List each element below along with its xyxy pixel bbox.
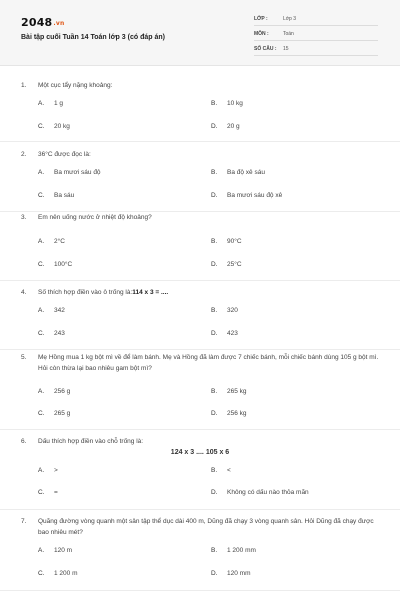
option-letter: C. — [38, 489, 45, 496]
option-letter: A. — [38, 307, 45, 314]
question-divider — [0, 429, 400, 430]
option-d[interactable] — [211, 570, 250, 577]
option-text: 100°C — [54, 261, 73, 268]
option-letter: D. — [211, 570, 218, 577]
option-letter: C. — [38, 261, 45, 268]
meta-label: SỐ CÂU : — [254, 46, 277, 52]
option-text: > — [54, 467, 58, 474]
option-text: 90°C — [227, 238, 242, 245]
meta-value: Lớp 3 — [283, 16, 297, 22]
option-letter: B. — [211, 388, 218, 395]
question-number: 1. — [21, 82, 27, 89]
option-d[interactable] — [211, 123, 240, 130]
option-letter: A. — [38, 467, 45, 474]
option-letter: C. — [38, 570, 45, 577]
option-letter: B. — [211, 307, 218, 314]
option-letter: D. — [211, 192, 218, 199]
option-b[interactable] — [211, 388, 247, 395]
option-letter: C. — [38, 192, 45, 199]
question-text: Mẹ Hồng mua 1 kg bột mì về để làm bánh. Mẹ và Hồng đã làm được 7 chiếc bánh, mỗi chiếc bánh dùng 105 g bột mì. Hỏi còn thừa lại bao nhiêu gam bột mì? — [38, 354, 379, 372]
option-text: Ba sáu — [54, 192, 75, 199]
option-text: Không có dấu nào thỏa mãn — [227, 489, 309, 496]
question-text: Dấu thích hợp điền vào chỗ trống là: — [38, 438, 144, 445]
option-text: 265 g — [54, 410, 71, 417]
option-letter: C. — [38, 330, 45, 337]
meta-subject — [254, 31, 378, 41]
option-b[interactable] — [211, 307, 238, 314]
option-letter: B. — [211, 467, 218, 474]
question-number: 3. — [21, 214, 27, 221]
option-text: 320 — [227, 307, 238, 314]
question-text: 36°C được đọc là: — [38, 151, 91, 158]
meta-value: 15 — [283, 46, 289, 52]
option-letter: C. — [38, 410, 45, 417]
question-prompt: Số thích hợp điền vào ô trống là: — [38, 289, 133, 296]
worksheet-header — [0, 0, 400, 66]
logo-suffix: .vn — [53, 20, 65, 27]
option-letter: A. — [38, 547, 45, 554]
option-text: 1 200 mm — [227, 547, 256, 554]
option-b[interactable] — [211, 100, 243, 107]
meta-value: Toán — [283, 31, 294, 37]
question-text: Quãng đường vòng quanh một sân tập thể dục dài 400 m, Dũng đã chạy 3 vòng quanh sân. Hỏi Dũng đã chạy được bao nhiêu mét? — [38, 518, 374, 536]
option-letter: D. — [211, 410, 218, 417]
page-title: Bài tập cuối Tuần 14 Toán lớp 3 (có đáp án) — [21, 34, 165, 41]
option-text: 120 mm — [227, 570, 251, 577]
option-d[interactable] — [211, 410, 247, 417]
question-number: 7. — [21, 518, 27, 525]
option-c[interactable] — [38, 570, 78, 577]
option-text: 256 kg — [227, 410, 247, 417]
option-a[interactable] — [38, 467, 58, 474]
option-letter: B. — [211, 238, 218, 245]
option-b[interactable] — [211, 547, 256, 554]
option-text: Ba độ xê sáu — [227, 169, 265, 176]
option-b[interactable] — [211, 467, 231, 474]
option-text: Ba mươi sáu độ — [54, 169, 101, 176]
option-text: 20 kg — [54, 123, 70, 130]
option-c[interactable] — [38, 192, 74, 199]
option-d[interactable] — [211, 330, 238, 337]
option-text: 1 g — [54, 100, 64, 107]
question-text: Một cục tẩy nặng khoảng: — [38, 82, 113, 89]
option-text: 25°C — [227, 261, 242, 268]
question-expression: 114 x 3 = .... — [132, 289, 169, 296]
option-text: 2°C — [54, 238, 65, 245]
question-number: 5. — [21, 354, 27, 361]
option-text: 265 kg — [227, 388, 247, 395]
question-number: 2. — [21, 151, 27, 158]
question-divider — [0, 280, 400, 281]
meta-class — [254, 16, 378, 26]
option-b[interactable] — [211, 169, 265, 176]
option-letter: D. — [211, 261, 218, 268]
question-number: 4. — [21, 289, 27, 296]
option-text: 423 — [227, 330, 238, 337]
option-text: 342 — [54, 307, 65, 314]
question-divider — [0, 509, 400, 510]
option-letter: A. — [38, 169, 45, 176]
option-letter: B. — [211, 100, 218, 107]
option-letter: A. — [38, 388, 45, 395]
option-text: 120 m — [54, 547, 73, 554]
option-letter: C. — [38, 123, 45, 130]
option-c[interactable] — [38, 330, 65, 337]
option-a[interactable] — [38, 388, 70, 395]
option-d[interactable] — [211, 489, 309, 496]
meta-label: MÔN : — [254, 31, 269, 37]
meta-label: LỚP : — [254, 16, 268, 22]
option-text: 256 g — [54, 388, 71, 395]
option-text: 20 g — [227, 123, 240, 130]
option-text: 243 — [54, 330, 65, 337]
question-divider — [0, 349, 400, 350]
option-letter: D. — [211, 123, 218, 130]
question-number: 6. — [21, 438, 27, 445]
site-logo[interactable] — [21, 16, 64, 29]
option-a[interactable] — [38, 169, 101, 176]
logo-text: 2048 — [21, 16, 53, 29]
option-letter: B. — [211, 547, 218, 554]
comparison-expression: 124 x 3 .... 105 x 6 — [170, 449, 230, 456]
option-letter: D. — [211, 330, 218, 337]
option-c[interactable] — [38, 261, 72, 268]
option-a[interactable] — [38, 307, 65, 314]
option-text: = — [54, 489, 58, 496]
option-c[interactable] — [38, 410, 70, 417]
option-letter: A. — [38, 100, 45, 107]
option-a[interactable] — [38, 547, 72, 554]
meta-question-count — [254, 46, 378, 56]
question-divider — [0, 141, 400, 142]
option-text: Ba mươi sáu độ xê — [227, 192, 283, 199]
option-letter: A. — [38, 238, 45, 245]
option-d[interactable] — [211, 261, 242, 268]
option-a[interactable] — [38, 100, 63, 107]
option-b[interactable] — [211, 238, 242, 245]
option-c[interactable] — [38, 489, 58, 496]
option-text: < — [227, 467, 231, 474]
question-text: Em nên uống nước ở nhiệt độ khoảng? — [38, 214, 152, 221]
option-letter: B. — [211, 169, 218, 176]
question-text — [38, 287, 383, 298]
option-d[interactable] — [211, 192, 282, 199]
option-text: 1 200 m — [54, 570, 78, 577]
option-letter: D. — [211, 489, 218, 496]
option-c[interactable] — [38, 123, 70, 130]
option-a[interactable] — [38, 238, 65, 245]
option-text: 10 kg — [227, 100, 243, 107]
question-divider — [0, 590, 400, 591]
